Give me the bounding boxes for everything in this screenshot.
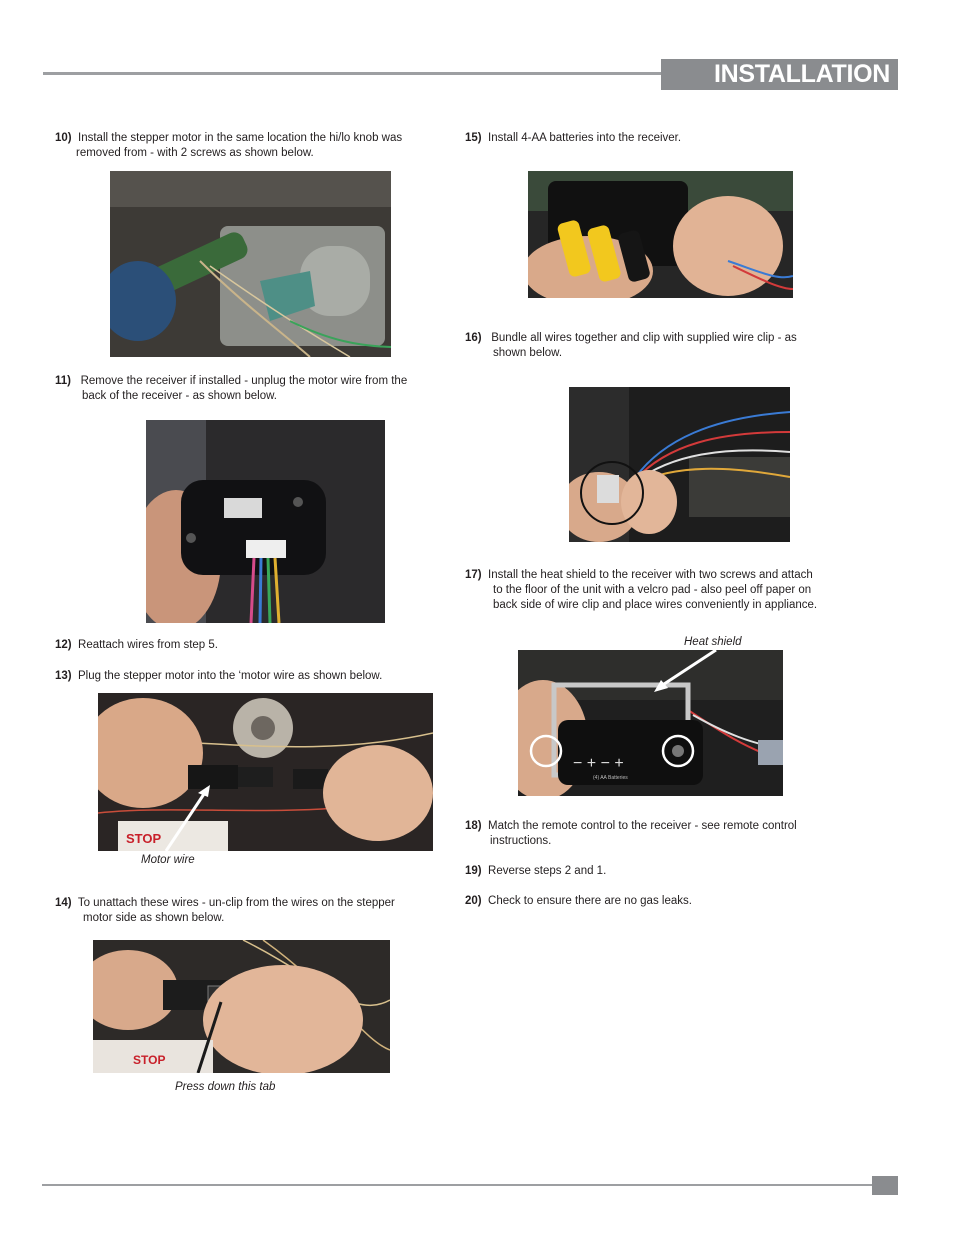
step-18 <box>465 819 855 849</box>
page-number-box <box>872 1176 898 1195</box>
step-16 <box>465 331 855 361</box>
step-text: Install the stepper motor in the same location the hi/lo knob was <box>78 132 403 144</box>
step-text-cont: motor side as shown below. <box>83 912 225 924</box>
step-number: 20) <box>465 895 482 907</box>
photo-motor-wire-plug <box>98 693 433 851</box>
step-number: 15) <box>465 132 482 144</box>
stop-sign-label: STOP <box>126 831 162 846</box>
section-header <box>661 59 898 90</box>
step-number: 14) <box>55 897 72 909</box>
caption-heat-shield: Heat shield <box>684 636 742 648</box>
step-14 <box>55 896 445 926</box>
step-text-cont: instructions. <box>490 835 552 847</box>
step-text-cont: shown below. <box>493 347 563 359</box>
step-text: Reattach wires from step 5. <box>78 639 218 651</box>
step-11 <box>55 374 445 404</box>
step-number: 10) <box>55 132 72 144</box>
step-19 <box>465 864 855 879</box>
step-17 <box>465 568 855 613</box>
step-number: 13) <box>55 670 72 682</box>
step-10 <box>55 131 445 161</box>
step-15 <box>465 131 855 146</box>
header-rule <box>43 72 663 75</box>
photo-install-batteries <box>528 171 793 298</box>
step-text: To unattach these wires - un-clip from the wires on the stepper <box>77 897 395 909</box>
step-text: Reverse steps 2 and 1. <box>488 865 607 877</box>
stop-sign-label: STOP <box>133 1053 166 1067</box>
step-text-cont: to the floor of the unit with a velcro pad - also peel off paper on <box>493 584 812 596</box>
svg-text:− + − +: − + − + <box>573 755 624 772</box>
step-text: Match the remote control to the receiver - see remote control <box>488 820 797 832</box>
footer-rule <box>42 1184 872 1186</box>
step-20 <box>465 894 855 909</box>
step-text-cont: removed from - with 2 screws as shown below. <box>76 147 314 159</box>
step-text: Install 4-AA batteries into the receiver. <box>488 132 682 144</box>
step-13 <box>55 669 445 684</box>
step-text-cont: back of the receiver - as shown below. <box>82 390 277 402</box>
battery-label: (4) AA Batteries <box>593 775 628 781</box>
photo-bundle-wires <box>569 387 790 542</box>
photo-receiver-unplug <box>146 420 385 623</box>
section-title: INSTALLATION <box>713 60 890 88</box>
step-12 <box>55 638 445 653</box>
photo-unclip-wires <box>93 940 390 1073</box>
step-number: 17) <box>465 569 482 581</box>
photo-stepper-motor-install <box>110 171 391 357</box>
step-number: 11) <box>55 375 71 387</box>
step-number: 12) <box>55 639 72 651</box>
step-text: Install the heat shield to the receiver with two screws and attach <box>488 569 813 581</box>
caption-press-tab: Press down this tab <box>175 1081 276 1093</box>
step-text-cont: back side of wire clip and place wires conveniently in appliance. <box>493 599 818 611</box>
step-number: 18) <box>465 820 482 832</box>
step-text: Remove the receiver if installed - unplug the motor wire from the <box>80 375 408 387</box>
step-number: 19) <box>465 865 482 877</box>
step-number: 16) <box>465 332 482 344</box>
step-text: Plug the stepper motor into the ‘motor wire as shown below. <box>78 670 383 682</box>
step-text: Check to ensure there are no gas leaks. <box>488 895 692 907</box>
caption-motor-wire: Motor wire <box>141 854 195 866</box>
step-text: Bundle all wires together and clip with supplied wire clip - as <box>491 332 797 344</box>
photo-heat-shield <box>518 650 783 796</box>
